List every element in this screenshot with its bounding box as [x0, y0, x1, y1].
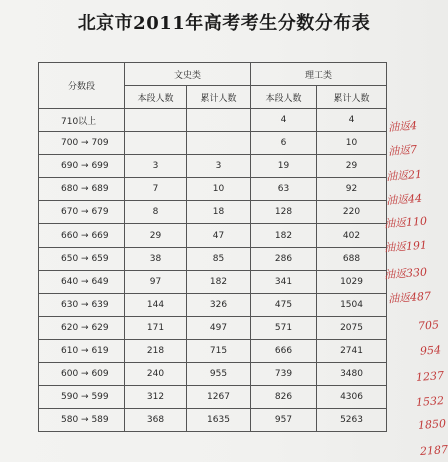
science-cumulative-cell: 1504 — [317, 293, 387, 316]
score-range-cell: 610 → 619 — [39, 339, 125, 362]
handwritten-note: 1850 — [417, 417, 447, 432]
science-cumulative-cell: 402 — [317, 224, 387, 247]
score-range-cell: 630 → 639 — [39, 293, 125, 316]
table-row — [39, 293, 387, 316]
score-range-cell: 690 → 699 — [39, 155, 125, 178]
arts-cumulative-cell: 3 — [187, 155, 251, 178]
header-arts: 文史类 — [125, 63, 251, 86]
arts-cumulative-cell: 497 — [187, 316, 251, 339]
science-band-count-cell: 6 — [251, 132, 317, 155]
score-range-cell: 710以上 — [39, 109, 125, 132]
science-cumulative-cell: 10 — [317, 132, 387, 155]
table-row — [39, 201, 387, 224]
table-row — [39, 339, 387, 362]
arts-band-count-cell: 3 — [125, 155, 187, 178]
science-cumulative-cell: 220 — [317, 201, 387, 224]
science-cumulative-cell: 4 — [317, 109, 387, 132]
science-band-count-cell: 826 — [251, 386, 317, 409]
table-row — [39, 386, 387, 409]
science-cumulative-cell: 1029 — [317, 270, 387, 293]
arts-band-count-cell: 97 — [125, 270, 187, 293]
science-band-count-cell: 128 — [251, 201, 317, 224]
science-band-count-cell: 957 — [251, 409, 317, 432]
table-row — [39, 178, 387, 201]
score-distribution-table — [38, 62, 387, 432]
handwritten-note: 油返7 — [387, 143, 418, 158]
science-band-count-cell: 739 — [251, 363, 317, 386]
table-row — [39, 409, 387, 432]
header-science-band-count: 本段人数 — [251, 86, 317, 109]
handwritten-note: 705 — [417, 318, 440, 333]
science-band-count-cell: 341 — [251, 270, 317, 293]
table-row — [39, 132, 387, 155]
science-band-count-cell: 182 — [251, 224, 317, 247]
arts-cumulative-cell — [187, 109, 251, 132]
arts-band-count-cell: 29 — [125, 224, 187, 247]
arts-cumulative-cell: 47 — [187, 224, 251, 247]
score-range-cell: 670 → 679 — [39, 201, 125, 224]
handwritten-note: 油返44 — [385, 191, 423, 208]
science-band-count-cell: 475 — [251, 293, 317, 316]
arts-cumulative-cell: 326 — [187, 293, 251, 316]
handwritten-note: 2187 — [419, 443, 448, 458]
arts-cumulative-cell: 10 — [187, 178, 251, 201]
arts-band-count-cell: 8 — [125, 201, 187, 224]
arts-band-count-cell: 218 — [125, 339, 187, 362]
handwritten-note: 油返110 — [383, 214, 428, 231]
arts-band-count-cell: 144 — [125, 293, 187, 316]
header-science-cumulative: 累计人数 — [317, 86, 387, 109]
table-row — [39, 316, 387, 339]
science-cumulative-cell: 4306 — [317, 386, 387, 409]
score-range-cell: 700 → 709 — [39, 132, 125, 155]
handwritten-note: 1237 — [415, 369, 445, 384]
handwritten-note: 油返4 — [387, 119, 418, 134]
table-body — [39, 109, 387, 432]
table-row — [39, 109, 387, 132]
score-range-cell: 660 → 669 — [39, 224, 125, 247]
table-row — [39, 270, 387, 293]
table-row — [39, 247, 387, 270]
handwritten-note: 1532 — [415, 394, 445, 409]
arts-band-count-cell — [125, 132, 187, 155]
arts-cumulative-cell: 955 — [187, 363, 251, 386]
arts-band-count-cell — [125, 109, 187, 132]
handwritten-note: 油返191 — [383, 238, 428, 255]
arts-band-count-cell: 368 — [125, 409, 187, 432]
science-band-count-cell: 4 — [251, 109, 317, 132]
arts-band-count-cell: 171 — [125, 316, 187, 339]
header-arts-cumulative: 累计人数 — [187, 86, 251, 109]
page-title: 北京市2011年高考考生分数分布表 — [77, 13, 371, 34]
score-range-cell: 680 → 689 — [39, 178, 125, 201]
arts-cumulative-cell: 182 — [187, 270, 251, 293]
science-cumulative-cell: 5263 — [317, 409, 387, 432]
handwritten-note: 油返487 — [387, 289, 432, 306]
arts-cumulative-cell — [187, 132, 251, 155]
score-range-cell: 640 → 649 — [39, 270, 125, 293]
science-cumulative-cell: 688 — [317, 247, 387, 270]
handwritten-note: 油返330 — [383, 265, 428, 282]
arts-band-count-cell: 312 — [125, 386, 187, 409]
arts-cumulative-cell: 715 — [187, 339, 251, 362]
arts-band-count-cell: 7 — [125, 178, 187, 201]
science-cumulative-cell: 29 — [317, 155, 387, 178]
score-range-cell: 620 → 629 — [39, 316, 125, 339]
arts-cumulative-cell: 1635 — [187, 409, 251, 432]
science-band-count-cell: 666 — [251, 339, 317, 362]
arts-cumulative-cell: 85 — [187, 247, 251, 270]
table-row — [39, 363, 387, 386]
science-band-count-cell: 63 — [251, 178, 317, 201]
handwritten-note: 油返21 — [385, 167, 423, 184]
score-range-cell: 580 → 589 — [39, 409, 125, 432]
science-band-count-cell: 571 — [251, 316, 317, 339]
score-range-cell: 590 → 599 — [39, 386, 125, 409]
handwritten-note: 954 — [419, 343, 442, 358]
arts-band-count-cell: 240 — [125, 363, 187, 386]
score-range-cell: 650 → 659 — [39, 247, 125, 270]
science-cumulative-cell: 92 — [317, 178, 387, 201]
arts-cumulative-cell: 1267 — [187, 386, 251, 409]
science-cumulative-cell: 3480 — [317, 363, 387, 386]
science-band-count-cell: 286 — [251, 247, 317, 270]
science-cumulative-cell: 2075 — [317, 316, 387, 339]
header-score-band: 分数段 — [39, 63, 125, 109]
score-range-cell: 600 → 609 — [39, 363, 125, 386]
header-science: 理工类 — [251, 63, 387, 86]
table-row — [39, 224, 387, 247]
header-arts-band-count: 本段人数 — [125, 86, 187, 109]
arts-band-count-cell: 38 — [125, 247, 187, 270]
science-band-count-cell: 19 — [251, 155, 317, 178]
arts-cumulative-cell: 18 — [187, 201, 251, 224]
science-cumulative-cell: 2741 — [317, 339, 387, 362]
table-row — [39, 155, 387, 178]
